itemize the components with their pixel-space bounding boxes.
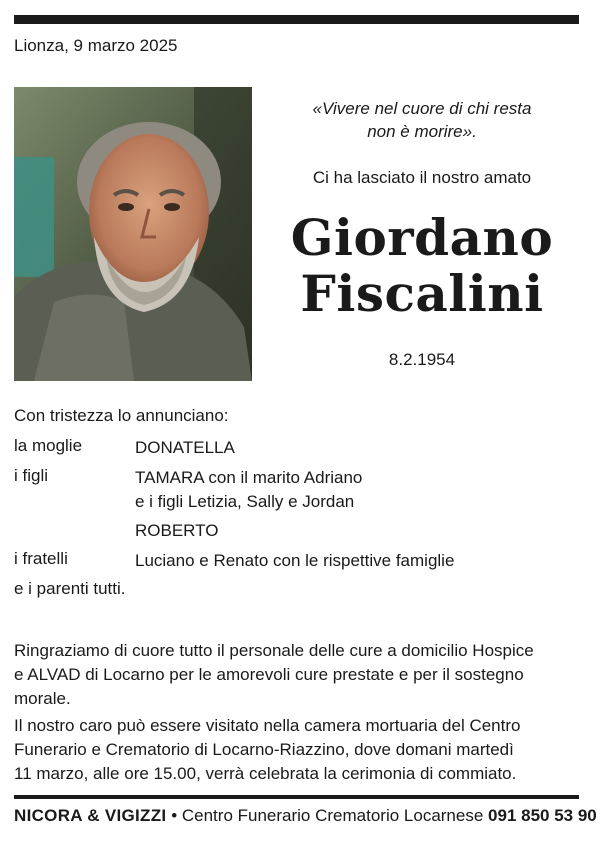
visit-line-3: 11 marzo, alle ore 15.00, verrà celebrata la cerimonia di commiato. [14,764,517,783]
footer [14,806,597,826]
place-date: Lionza, 9 marzo 2025 [14,36,178,55]
first-name: Giordano [290,208,554,267]
funeral-home-company: Centro Funerario Crematorio Locarnese [181,806,484,825]
thanks-paragraph [14,639,584,711]
child-1-line-2: e i figli Letizia, Sally e Jordan [135,492,355,511]
birth-date: 8.2.1954 [388,350,456,369]
thanks-line-3: morale. [14,689,71,708]
top-rule [14,15,579,24]
deceased-name [262,210,582,322]
siblings-label: i fratelli [14,549,68,568]
quote-line-2: non è morire». [367,122,477,141]
child-2: ROBERTO [135,521,219,540]
announce-line: Con tristezza lo annunciano: [14,406,229,425]
child-1 [135,466,362,514]
portrait-photo [14,87,252,381]
footer-rule [14,795,579,799]
funeral-home-phone: 091 850 53 90 [488,806,597,825]
visit-line-2: Funerario e Crematorio di Locarno-Riazzino, dove domani martedì [14,740,514,759]
quote-line-1: «Vivere nel cuore di chi resta [312,99,532,118]
wife-value: DONATELLA [135,438,235,457]
intro-text: Ci ha lasciato il nostro amato [312,168,532,187]
wife-label: la moglie [14,436,83,455]
visit-line-1: Il nostro caro può essere visitato nella camera mortuaria del Centro [14,716,521,735]
epitaph-quote [262,97,582,143]
thanks-line-1: Ringraziamo di cuore tutto il personale delle cure a domicilio Hospice [14,641,534,660]
children-label: i figli [14,466,49,485]
relatives-line: e i parenti tutti. [14,579,126,598]
siblings-value: Luciano e Renato con le rispettive famiglie [135,551,455,570]
footer-separator: • [171,806,178,825]
visit-paragraph [14,714,584,786]
funeral-home-brand: NICORA & VIGIZZI [14,806,167,825]
child-1-line-1: TAMARA con il marito Adriano [135,468,363,487]
last-name: Fiscalini [300,264,544,323]
thanks-line-2: e ALVAD di Locarno per le amorevoli cure prestate e per il sostegno [14,665,524,684]
